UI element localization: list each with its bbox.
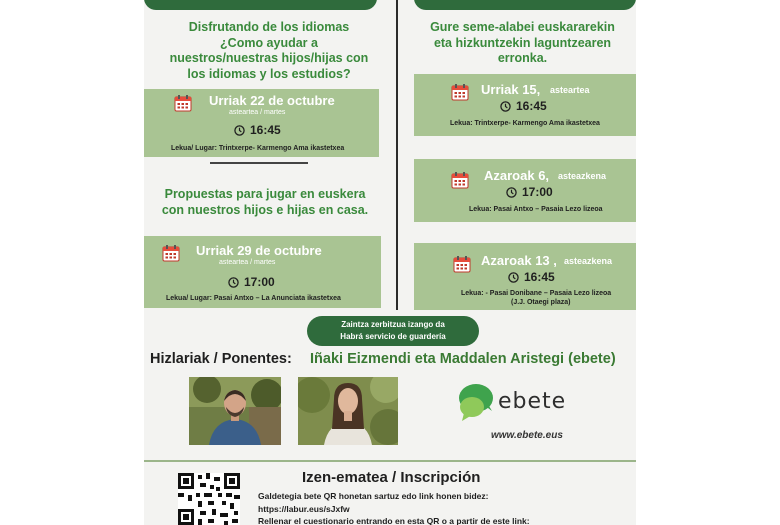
registration-line-eu: Galdetegia bete QR honetan sartuz edo link honen bidez: <box>258 491 489 501</box>
event-date: Urriak 22 de octubre <box>209 93 335 108</box>
childcare-line-es: Habrá servicio de guardería <box>340 332 446 341</box>
event-place: Lekua: Trintxerpe- Karmengo Ama ikastetxea <box>450 120 600 127</box>
right-heading: Gure seme-alabei euskararekin eta hizkuntzekin laguntzearen erronka. <box>430 20 615 65</box>
calendar-icon <box>453 255 471 273</box>
top-pill-right <box>414 0 636 10</box>
left-heading-2: Propuestas para jugar en euskera con nuestros hijos e hijas en casa. <box>161 187 369 217</box>
speaker-photo-woman <box>298 377 398 445</box>
event-time <box>506 185 553 199</box>
speakers-names: Iñaki Eizmendi eta Maddalen Aristegi (ebete) <box>310 351 616 367</box>
event-time-text: 16:45 <box>516 99 547 113</box>
ebete-logo-text: ebete <box>498 389 567 414</box>
clock-icon <box>234 125 245 136</box>
childcare-notice <box>307 316 479 346</box>
left-heading-1: Disfrutando de los idiomas ¿Como ayudar a nuestros/nuestras hijos/hijas con los idiomas y los estudios? <box>169 20 369 81</box>
clock-icon <box>506 187 517 198</box>
qr-code[interactable] <box>178 473 240 525</box>
event-time-text: 17:00 <box>244 275 275 289</box>
event-day: asteartea / martes <box>219 259 276 266</box>
event-day: asteazkena <box>564 256 613 266</box>
event-day: asteartea <box>550 85 590 95</box>
event-time <box>500 99 547 113</box>
event-day: astearteа / martes <box>229 109 286 116</box>
calendar-icon <box>174 94 192 112</box>
event-card-oct22 <box>144 89 379 157</box>
event-place: Lekua: - Pasai Donibane – Pasaia Lezo lizeoa <box>461 290 612 297</box>
website-link[interactable]: www.ebete.eus <box>491 430 563 441</box>
event-card-oct29 <box>144 236 381 308</box>
event-date: Azaroak 13 , <box>481 253 557 268</box>
registration-title: Izen-ematea / Inscripción <box>302 469 481 486</box>
clock-icon <box>228 277 239 288</box>
event-time <box>508 270 555 284</box>
event-day: asteazkena <box>558 171 607 181</box>
event-date: Urriak 15, <box>481 82 541 97</box>
speakers-label: Hizlariak / Ponentes: <box>150 351 292 367</box>
event-place: Lekua/ Lugar: Trintxerpe- Karmengo Ama ikastetxea <box>171 145 345 152</box>
event-time <box>228 275 275 289</box>
column-divider <box>396 0 398 310</box>
bottom-divider <box>144 460 636 462</box>
event-card-oct15 <box>414 74 636 136</box>
event-time-text: 16:45 <box>524 270 555 284</box>
calendar-icon <box>451 171 469 189</box>
top-pill-left <box>144 0 377 10</box>
event-time-text: 17:00 <box>522 185 553 199</box>
childcare-line-eu: Zaintza zerbitzua izango da <box>341 320 445 329</box>
event-card-nov6 <box>414 159 636 222</box>
event-card-nov13 <box>414 243 636 310</box>
clock-icon <box>500 101 511 112</box>
event-date: Urriak 29 de octubre <box>196 243 322 258</box>
event-place: Lekua: Pasai Antxo – Pasaia Lezo lizeoa <box>469 206 603 213</box>
event-place: Lekua/ Lugar: Pasai Antxo – La Anunciata ikastetxea <box>166 295 341 302</box>
event-date: Azaroak 6, <box>484 168 550 183</box>
clock-icon <box>508 272 519 283</box>
event-time <box>234 123 281 137</box>
speaker-photo-man <box>189 377 281 445</box>
calendar-icon <box>162 244 180 262</box>
registration-link[interactable]: https://labur.eus/sJxfw <box>258 504 350 514</box>
calendar-icon <box>451 83 469 101</box>
registration-line-es: Rellenar el cuestionario entrando en esta QR o a partir de este link: <box>258 516 530 525</box>
section-divider <box>210 162 308 164</box>
event-time-text: 16:45 <box>250 123 281 137</box>
event-place-detail: (J.J. Otaegi plaza) <box>511 299 571 306</box>
